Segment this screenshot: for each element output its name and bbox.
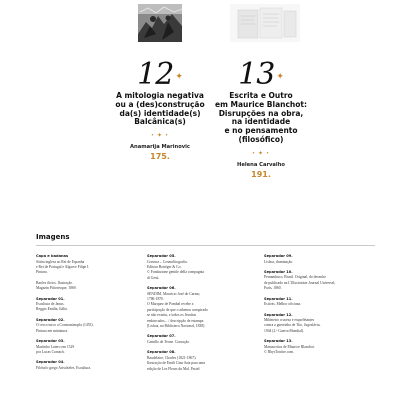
credit-line: Escultura de Janus. [36,302,65,307]
credits-column-2 [147,254,239,377]
credit-heading: Separador 07. [147,334,176,339]
credit-entry [147,286,239,329]
credit-line: Sátira inglesa ao Rei de Espanha [36,259,85,264]
credit-heading: Separador 12. [264,312,293,317]
credit-line: Milímetro crucesa e esquelétantes [264,318,315,323]
credit-entry [36,360,128,371]
credit-entry [36,339,128,355]
credits-column-1 [36,254,128,376]
credit-entry [36,297,128,313]
credit-line: SENDIM, Maurício José do Carmo, [147,291,201,296]
credit-line: Lisboa, iluminação. [264,259,294,264]
entry-number-row [108,57,212,92]
credit-entry [36,318,128,334]
credit-line: 1786-1870. [147,297,164,302]
credit-line: 1944 (2.ª Guerra Mundial). [264,328,305,333]
ornament-separator: • ✦ • [151,133,169,140]
credit-heading: Separador 11. [264,296,293,301]
credit-line: Manuscritos de Maurice Blanchot. [264,344,315,349]
credit-line: Reggio Emilia, Itália. [36,307,68,312]
star-ornament-icon: ✦ [276,71,284,81]
credit-entry [147,350,239,372]
credit-line: Ilustração de Emili Gina Saia para uma [147,361,205,366]
credit-heading: Separador 08. [147,350,176,355]
entry-number: 12 [137,57,174,92]
credit-line: Baudelaire, Charles (1821-1867). [147,355,197,360]
toc-entry-12[interactable] [108,4,212,162]
manuscript-thumbnail [230,4,300,42]
credit-line: Estivas. Melhor oficiana. [264,302,302,307]
credit-heading: Separador 05. [147,254,176,258]
credit-heading: Separador 04. [36,360,65,365]
credit-heading: Separador 13. [264,339,293,344]
credits-divider [36,245,375,246]
credit-heading: Separador 10. [264,269,293,274]
credit-line: Filósofo grego Aristóteles. Escultura. [36,365,91,370]
credit-line: Camillo de Teone. Gravação. [147,339,190,344]
credit-line: Pintura em miniatura. [36,328,69,333]
entry-number-row [208,57,314,92]
star-ornament-icon: ✦ [175,71,183,81]
credit-entry [147,334,239,345]
credit-entry [264,270,356,292]
credit-line: O Marquez de Pombal recebe a [147,302,194,307]
credit-line: Magazin Pittoresque, 1869. [36,286,77,291]
credit-line: Martinho Lutero em 1529 [36,344,75,349]
credit-line: © Fondazione gentile della compagnia [147,270,205,275]
credit-line: Editora Bottéger & Co. [147,264,182,269]
credit-entry [36,281,128,292]
credit-line: contra a guerrinha de Tito, Jugoslávia, [264,323,321,328]
credit-line: Gravura – Cosmolitografia. [147,259,188,264]
entry-author: Helena Carvalho [237,161,285,168]
credit-entry [264,313,356,335]
credit-entry [264,339,356,355]
credit-entry [264,254,356,265]
credit-line: © RhysTonitre.com. [264,350,295,355]
credit-heading: Separador 01. [36,296,65,301]
credit-line: Paris, 1860. [264,286,282,291]
credit-line: por Lucas Cranach. [36,350,65,355]
entry-title: A mitologia negativa ou a (des)construção da(s) identidade(s) Balcânica(s) [115,91,205,127]
credit-heading: Capa e badanas [36,254,69,258]
credits-column-3 [264,254,356,361]
engraving-thumbnail [138,4,182,42]
entry-page-number: 175. [150,152,170,162]
credit-heading: Separador 02. [36,317,65,322]
credit-entry [147,254,239,281]
credit-line: di Gesù. [147,275,160,280]
credit-line: Pintura. [36,270,48,275]
credit-line: e Rei de Portugal e Algarve Filipe I. [36,264,90,269]
entry-page-number: 191. [251,169,271,179]
entry-title: Escrita e Outro em Maurice Blanchot: Disrupções na obra, na identidade e no pensamento (filosófico) [215,91,307,144]
credit-entry [264,297,356,308]
credit-line: [Lisboa, na Biblioteca Nacional, 1838]. [147,324,206,329]
credit-line: participação de que o atheneu conspirado [147,307,208,312]
entry-author: Anamarija Marinovic [129,144,191,151]
credit-line: Pernambuco, Brasil. Original, do desenho [264,275,326,280]
credit-heading: Separador 03. [36,339,65,344]
credits-heading: Imagens [36,233,70,241]
credit-entry [36,254,128,276]
toc-entry-13[interactable] [208,4,314,180]
credit-line: se não existiu, e todos os Jesuítas [147,313,197,318]
credit-line: Barões ilirios. Ilustração. [36,280,74,285]
credit-line: de publicado na L'Illustration Journal Universel, [264,280,336,285]
credit-heading: Separador 09. [264,254,293,258]
credit-line: O cerco turco a Constantinopla (1453). [36,323,94,328]
credit-line: edição de Les Fleurs du Mal. Pastel. [147,366,201,371]
ornament-separator: • ✦ • [252,150,270,157]
entry-number: 13 [238,57,275,92]
credit-line: embarcados... / descripção de estampa [147,318,204,323]
credit-heading: Separador 06. [147,286,176,291]
